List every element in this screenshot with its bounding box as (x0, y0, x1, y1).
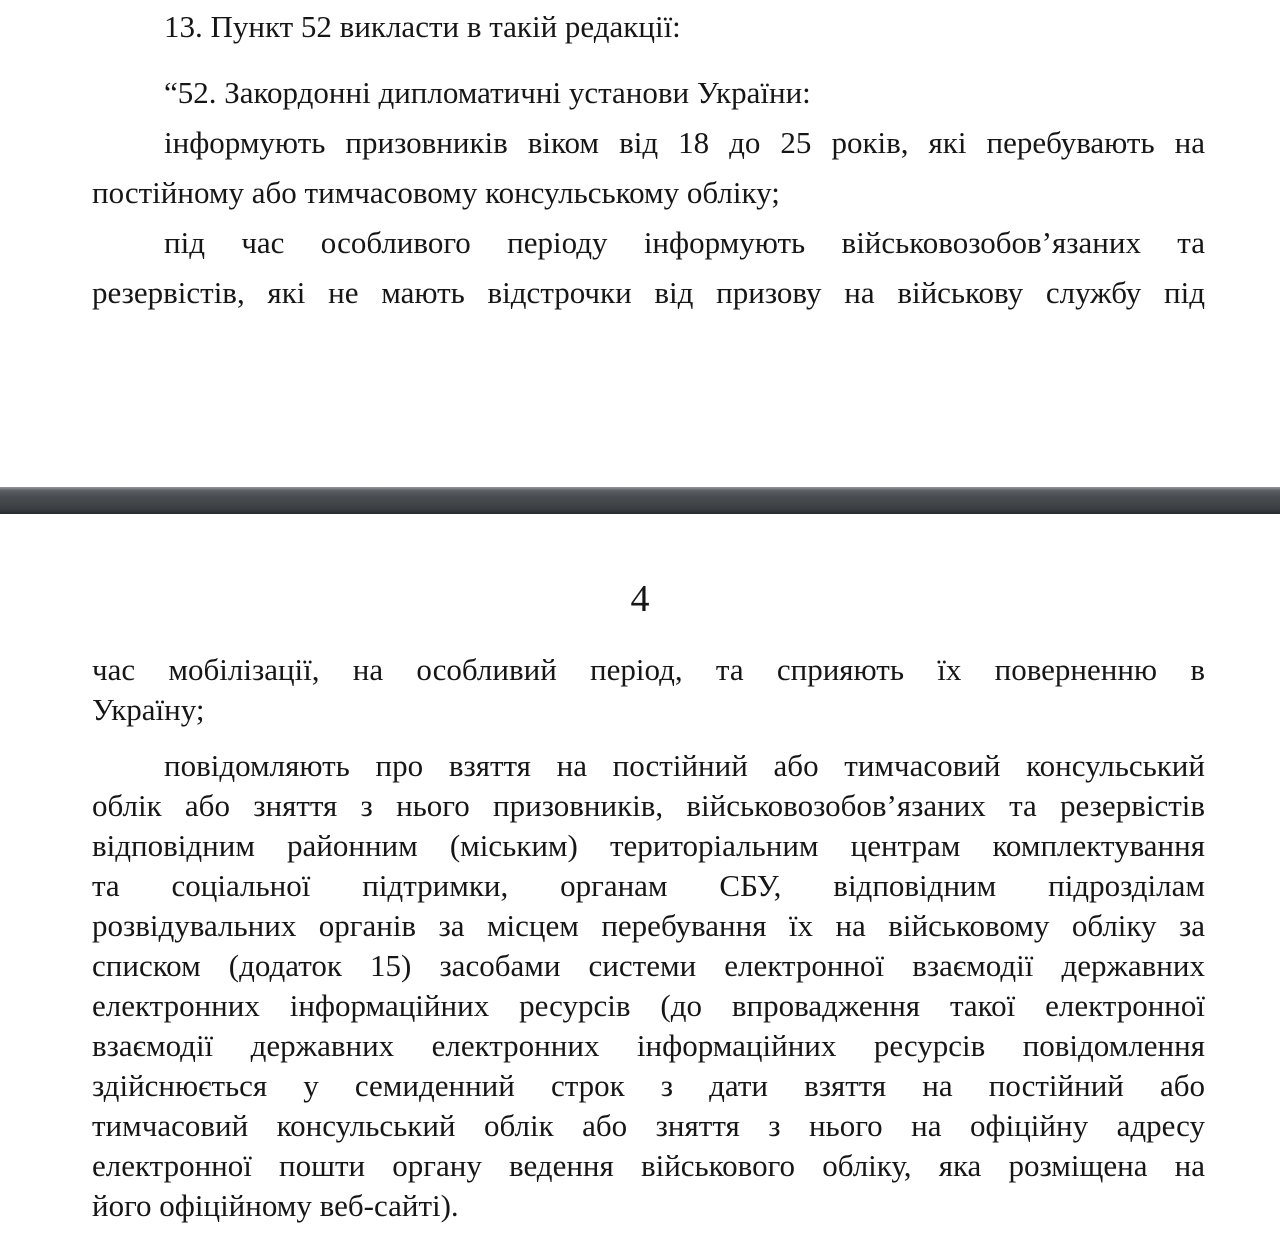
page-4-fragment (0, 578, 1280, 1226)
text-line: інформують призовників віком від 18 до 25 років, які перебувають на (164, 125, 1205, 160)
paragraph (92, 2, 1205, 52)
text-line: 13. Пункт 52 викласти в такій редакції: (164, 9, 681, 44)
paragraph (92, 118, 1205, 218)
text-line: списком (додаток 15) засобами системи електронної взаємодії державних (92, 948, 1205, 983)
page-3-text-block (92, 0, 1205, 318)
page-number: 4 (630, 578, 650, 620)
text-line: розвідувальних органів за місцем перебування їх на військовому обліку за (92, 908, 1205, 943)
text-line: повідомляють про взяття на постійний або тимчасовий консульський (164, 748, 1205, 783)
text-line: електронної пошти органу ведення військового обліку, яка розміщена на (92, 1148, 1205, 1183)
text-line: електронних інформаційних ресурсів (до впровадження такої електронної (92, 988, 1205, 1023)
text-line: час мобілізації, на особливий період, та сприяють їх поверненню в (92, 652, 1205, 687)
page-4-text-block (92, 650, 1205, 1226)
text-line: здійснюється у семиденний строк з дати взяття на постійний або (92, 1068, 1205, 1103)
page-3-fragment (0, 0, 1280, 318)
text-line: постійному або тимчасовому консульському обліку; (92, 175, 780, 210)
text-line: тимчасовий консульський облік або зняття з нього на офіційну адресу (92, 1108, 1205, 1143)
text-line: відповідним районним (міським) територіальним центрам комплектування (92, 828, 1205, 863)
text-line: резервістів, які не мають відстрочки від призову на військову службу під (92, 275, 1205, 310)
page-break-bar (0, 487, 1280, 514)
text-line: “52. Закордонні дипломатичні установи України: (164, 75, 811, 110)
text-line: облік або зняття з нього призовників, військовозобов’язаних та резервістів (92, 788, 1205, 823)
paragraph (92, 218, 1205, 318)
text-line: під час особливого періоду інформують військовозобов’язаних та (164, 225, 1205, 260)
paragraph (92, 650, 1205, 730)
text-line: взаємодії державних електронних інформаційних ресурсів повідомлення (92, 1028, 1205, 1063)
paragraph (92, 746, 1205, 1226)
text-line: Україну; (92, 692, 205, 727)
paragraph (92, 68, 1205, 118)
text-line: та соціальної підтримки, органам СБУ, відповідним підрозділам (92, 868, 1205, 903)
text-line: його офіційному веб-сайті). (92, 1188, 459, 1223)
